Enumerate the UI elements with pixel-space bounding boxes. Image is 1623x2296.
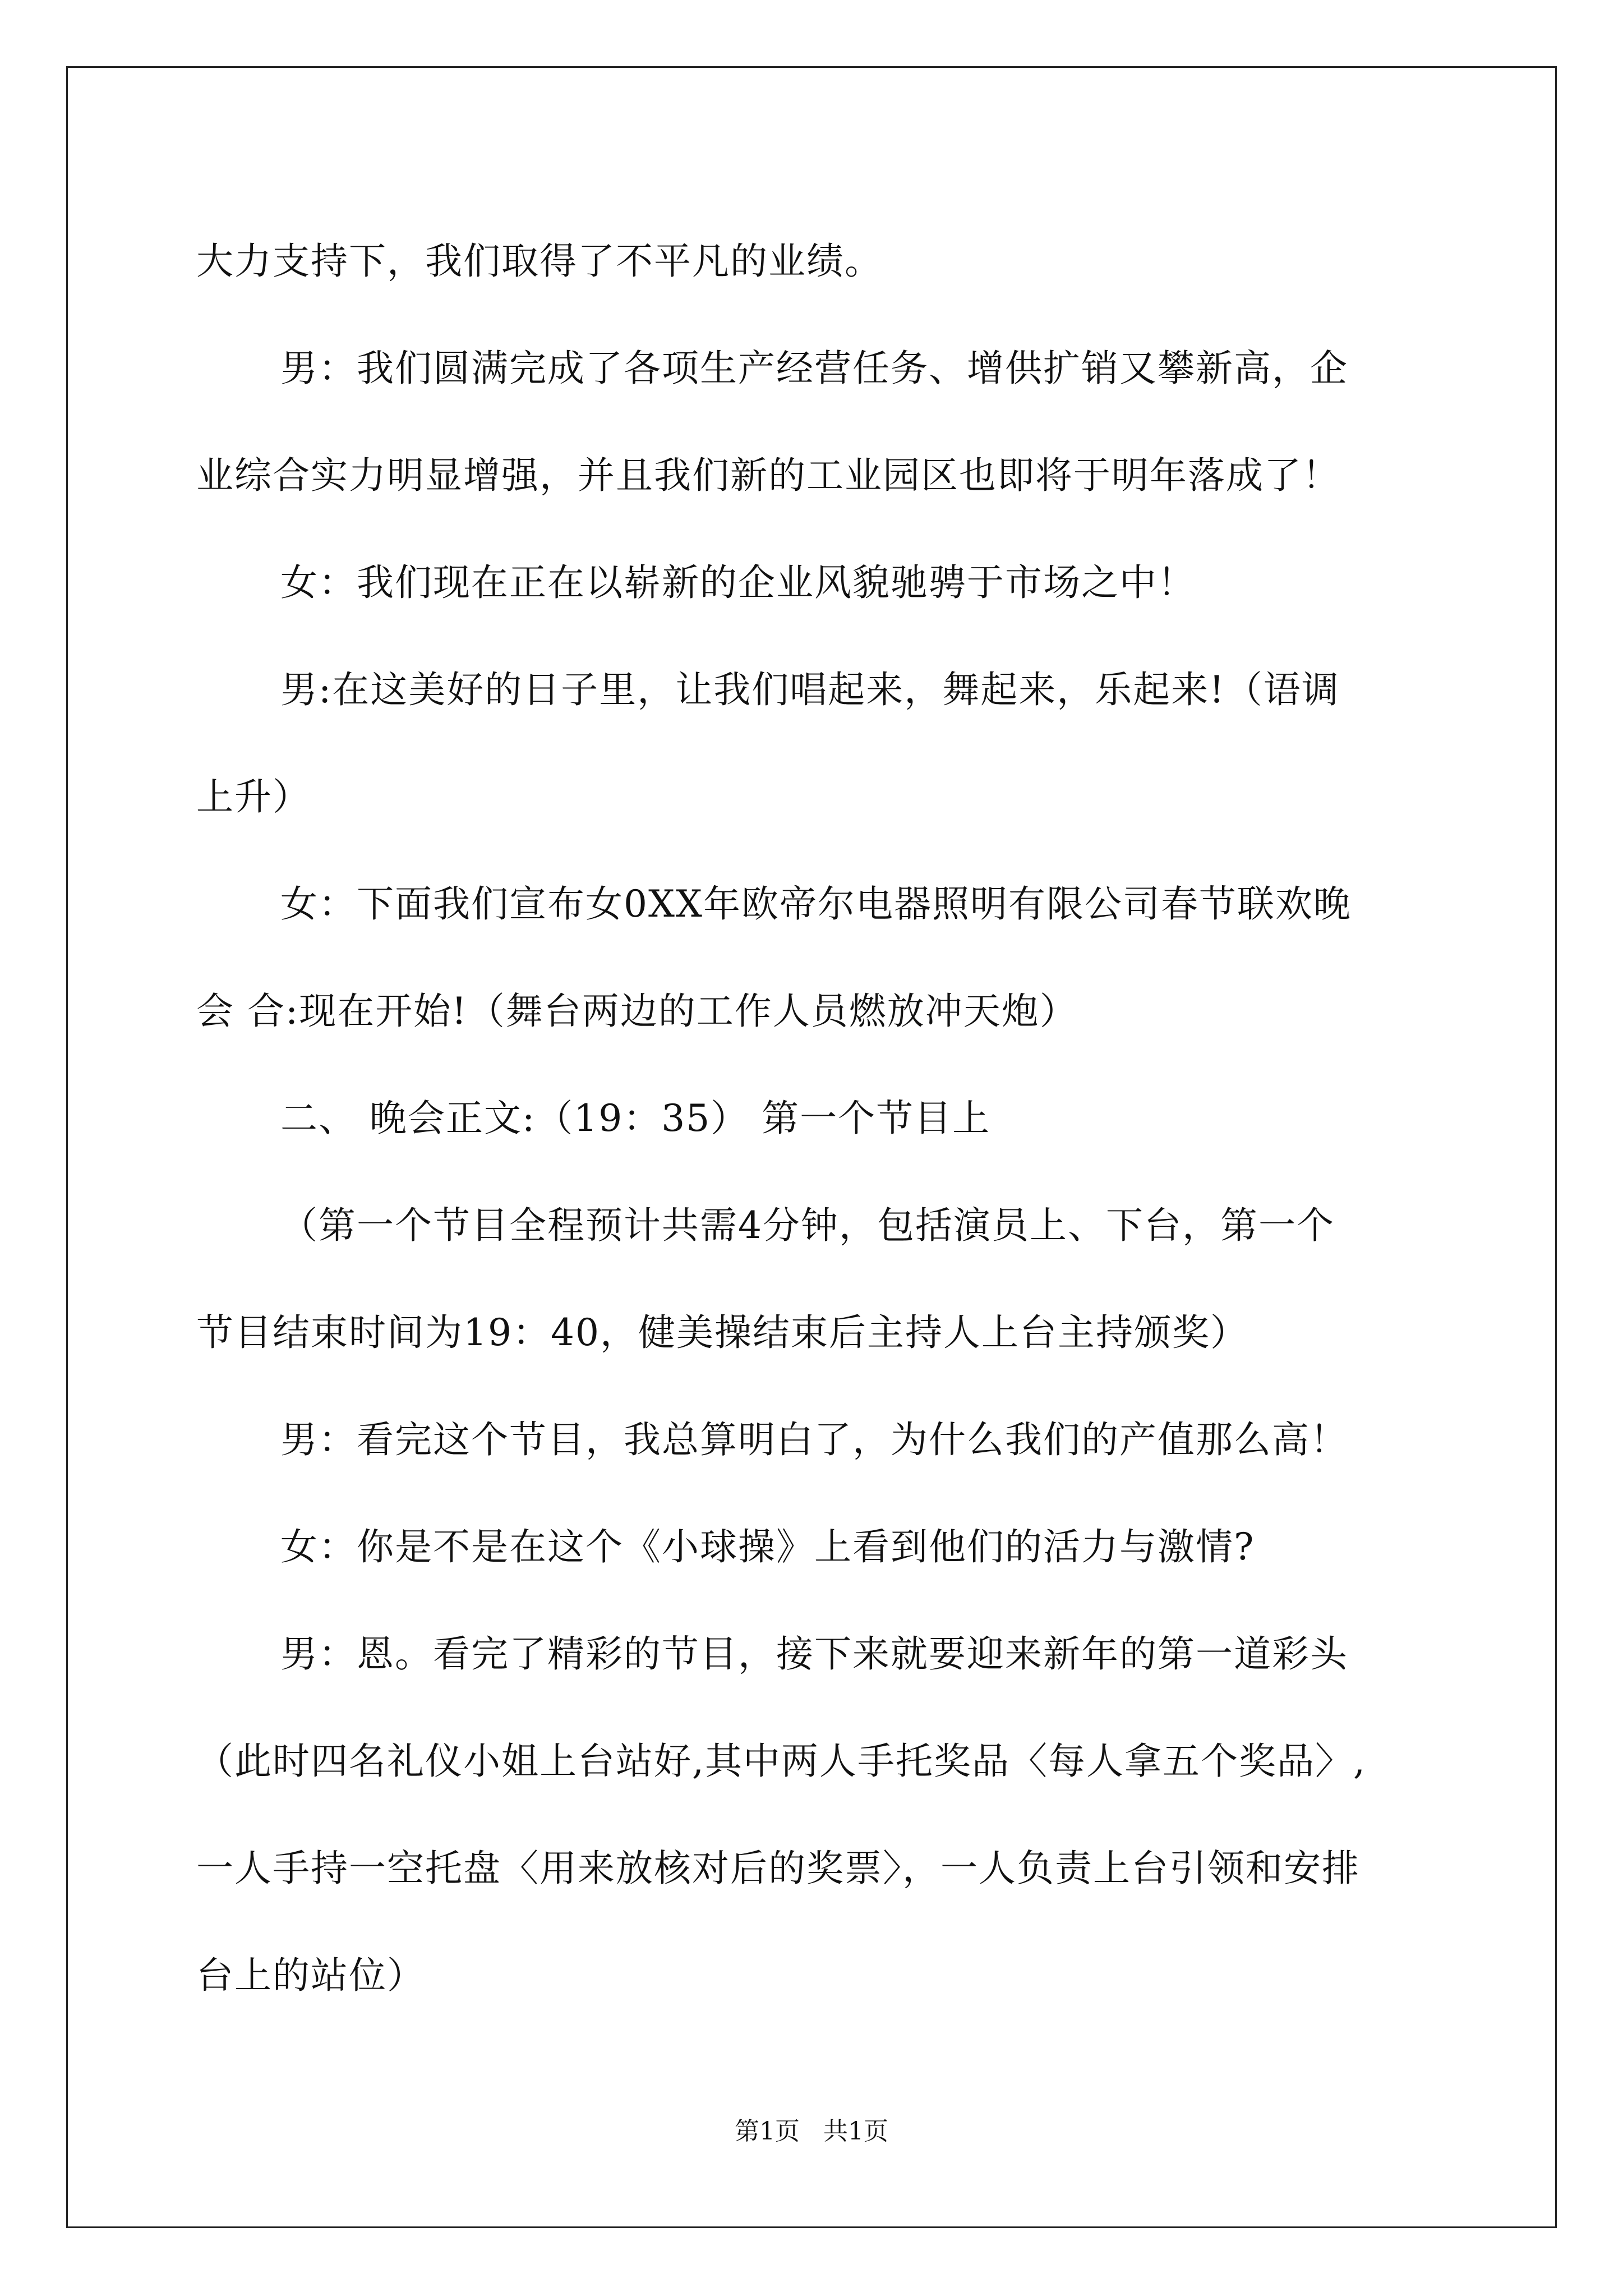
paragraph-line: 业综合实力明显增强，并且我们新的工业园区也即将于明年落成了！ <box>196 454 1340 497</box>
paragraph-line: 女：下面我们宣布女0XX年欧帝尔电器照明有限公司春节联欢晚 <box>280 882 1352 926</box>
paragraph-line: 会 合:现在开始!（舞台两边的工作人员燃放冲天炮） <box>196 990 1078 1033</box>
paragraph-line: 男：看完这个节目，我总算明白了，为什么我们的产值那么高！ <box>280 1418 1348 1461</box>
paragraph-line: 男：恩。看完了精彩的节目，接下来就要迎来新年的第一道彩头 <box>280 1632 1348 1676</box>
paragraph-line: 女：你是不是在这个《小球操》上看到他们的活力与激情? <box>280 1525 1255 1568</box>
paragraph-line: 一人手持一空托盘〈用来放核对后的奖票〉，一人负责上台引领和安排 <box>196 1847 1360 1890</box>
paragraph-line: 大力支持下，我们取得了不平凡的业绩。 <box>196 240 883 283</box>
paragraph-line: 上升） <box>196 775 311 818</box>
paragraph-line: 节目结束时间为19：40，健美操结束后主持人上台主持颁奖） <box>196 1311 1248 1354</box>
paragraph-line: 二、 晚会正文:（19：35） 第一个节目上 <box>280 1097 991 1140</box>
paragraph-line: 台上的站位） <box>196 1954 425 1997</box>
document-body <box>196 208 1430 2029</box>
paragraph-line: （此时四名礼仪小姐上台站好,其中两人手托奖品〈每人拿五个奖品〉, <box>196 1740 1366 1783</box>
paragraph-line: 男:在这美好的日子里，让我们唱起来，舞起来，乐起来!（语调 <box>280 668 1340 711</box>
paragraph-line: 女：我们现在正在以崭新的企业风貌驰骋于市场之中！ <box>280 561 1196 604</box>
paragraph-line: 男：我们圆满完成了各项生产经营任务、增供扩销又攀新高，企 <box>280 347 1348 390</box>
paragraph-line: （第一个节目全程预计共需4分钟，包括演员上、下台，第一个 <box>280 1204 1335 1247</box>
page-number-footer: 第1页 共1页 <box>735 2117 888 2146</box>
